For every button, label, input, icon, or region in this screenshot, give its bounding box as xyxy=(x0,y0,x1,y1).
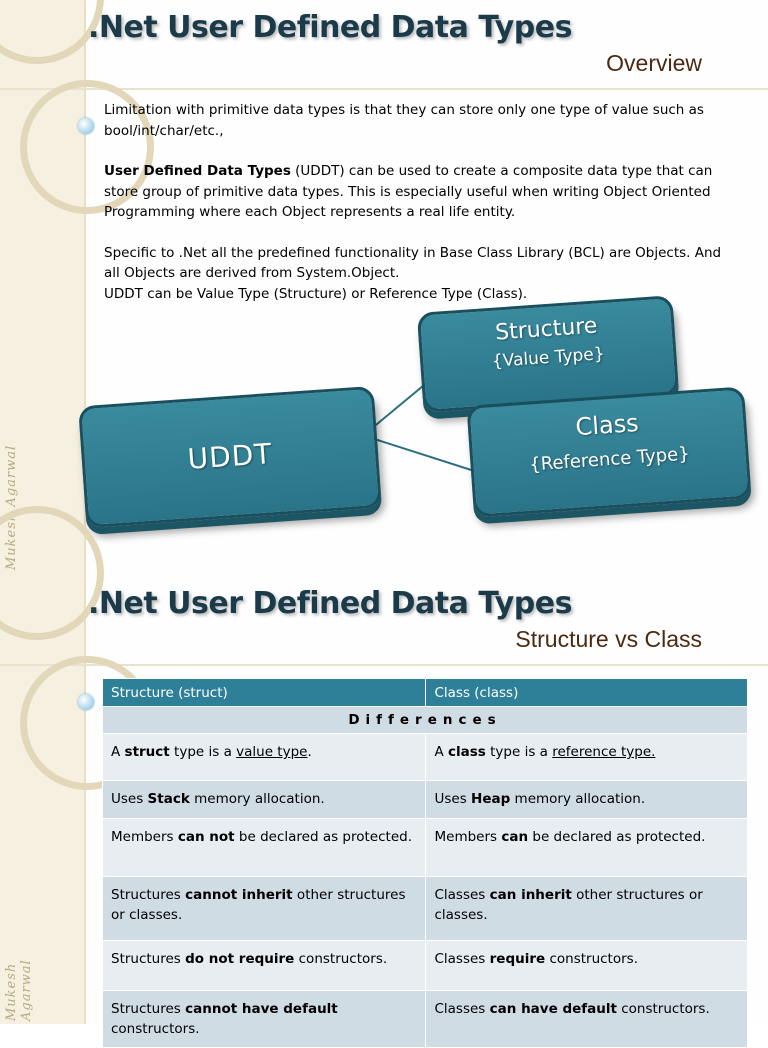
page-subtitle: Overview xyxy=(606,50,702,76)
table-row xyxy=(103,991,748,1048)
cell-text: Classes xyxy=(434,1001,490,1017)
cell-text: Members xyxy=(434,829,502,845)
uddt-box xyxy=(78,386,382,528)
cell-text: type is a xyxy=(169,744,237,760)
cell-text: Structures xyxy=(111,1001,186,1017)
uddt-kinds-text: UDDT can be Value Type (Structure) or Reference Type (Class). xyxy=(104,285,528,302)
table-cell xyxy=(103,819,426,877)
cell-keyword: can xyxy=(501,829,529,845)
cell-text: Classes xyxy=(434,887,490,903)
table-cell xyxy=(103,781,426,819)
cell-text: Uses xyxy=(111,791,148,807)
cell-text: Uses xyxy=(434,791,472,807)
table-cell xyxy=(103,734,426,781)
table-cell xyxy=(426,819,748,877)
cell-text: constructors. xyxy=(545,951,638,967)
cell-text: Members xyxy=(111,829,178,845)
page-subtitle: Structure vs Class xyxy=(515,626,702,652)
decorative-bead xyxy=(78,694,94,710)
cell-text: constructors. xyxy=(294,951,388,967)
reference-type-label: {Reference Type} xyxy=(528,443,691,476)
cell-text: A xyxy=(111,744,125,760)
table-cell xyxy=(426,941,748,991)
uddt-description: (UDDT) can be used to create a composite data type that can store group of primitive data types. This is especially useful when writing Object Oriented Programming where each Object represents a real life entity. xyxy=(104,163,713,220)
cell-underlined: value type xyxy=(236,744,308,760)
cell-keyword: cannot inherit xyxy=(185,887,293,903)
uddt-label: UDDT xyxy=(186,437,274,476)
cell-keyword: class xyxy=(448,744,486,760)
cell-text: Classes xyxy=(434,951,490,967)
uddt-term: User Defined Data Types xyxy=(104,163,291,179)
table-cell xyxy=(426,991,748,1048)
cell-text: type is a xyxy=(485,744,553,760)
cell-text: Structures xyxy=(111,887,186,903)
cell-text: A xyxy=(434,744,449,760)
table-cell xyxy=(103,991,426,1048)
table-cell xyxy=(426,734,748,781)
table-row xyxy=(103,819,748,877)
header-class: Class (class) xyxy=(426,679,748,707)
cell-keyword: do not require xyxy=(185,951,295,967)
structure-label: Structure xyxy=(494,313,599,346)
slide-structure-vs-class xyxy=(0,576,768,1037)
author-signature: Mukesh Agarwal xyxy=(4,959,34,1021)
comparison-table xyxy=(102,678,748,1048)
page-title: .Net User Defined Data Types xyxy=(88,586,572,621)
table-cell xyxy=(426,781,748,819)
differences-row xyxy=(103,707,748,734)
differences-label: Differences xyxy=(103,707,748,734)
cell-keyword: Heap xyxy=(471,791,511,807)
table-row xyxy=(103,734,748,781)
author-signature: Mukesh Agarwal xyxy=(4,444,19,570)
table-row xyxy=(103,781,748,819)
cell-text: . xyxy=(307,744,312,760)
paragraph-limitation: Limitation with primitive data types is that they can store only one type of value such as bool/int/char/etc., xyxy=(104,102,704,139)
cell-keyword: struct xyxy=(124,744,170,760)
cell-underlined: reference type. xyxy=(552,744,656,760)
cell-keyword: require xyxy=(489,951,546,967)
header-structure: Structure (struct) xyxy=(103,679,426,707)
cell-text: constructors. xyxy=(616,1001,710,1017)
table-cell xyxy=(103,941,426,991)
table-cell xyxy=(103,877,426,941)
cell-keyword: can have default xyxy=(489,1001,617,1017)
table-row xyxy=(103,941,748,991)
class-label: Class xyxy=(574,408,640,442)
cell-keyword: can not xyxy=(177,829,235,845)
cell-text: constructors. xyxy=(111,1021,200,1037)
cell-text: memory allocation. xyxy=(189,791,325,807)
table-cell xyxy=(426,877,748,941)
cell-text: be declared as protected. xyxy=(234,829,412,845)
cell-text: be declared as protected. xyxy=(528,829,706,845)
cell-text: memory allocation. xyxy=(510,791,646,807)
cell-text: other structures or classes. xyxy=(111,887,406,923)
dotnet-objects-text: Specific to .Net all the predefined functionality in Base Class Library (BCL) are Objects. And all Objects are derived from System.Object. xyxy=(104,244,722,281)
page-title: .Net User Defined Data Types xyxy=(88,10,572,45)
cell-text: Structures xyxy=(111,951,186,967)
table-row xyxy=(103,877,748,941)
cell-keyword: Stack xyxy=(147,791,190,807)
band-divider xyxy=(84,576,86,1024)
cell-text: other structures or classes. xyxy=(434,887,703,923)
value-type-label: {Value Type} xyxy=(491,344,606,372)
cell-keyword: can inherit xyxy=(489,887,572,903)
table-header-row xyxy=(103,679,748,707)
class-box xyxy=(466,386,751,517)
cell-keyword: cannot have default xyxy=(185,1001,338,1017)
